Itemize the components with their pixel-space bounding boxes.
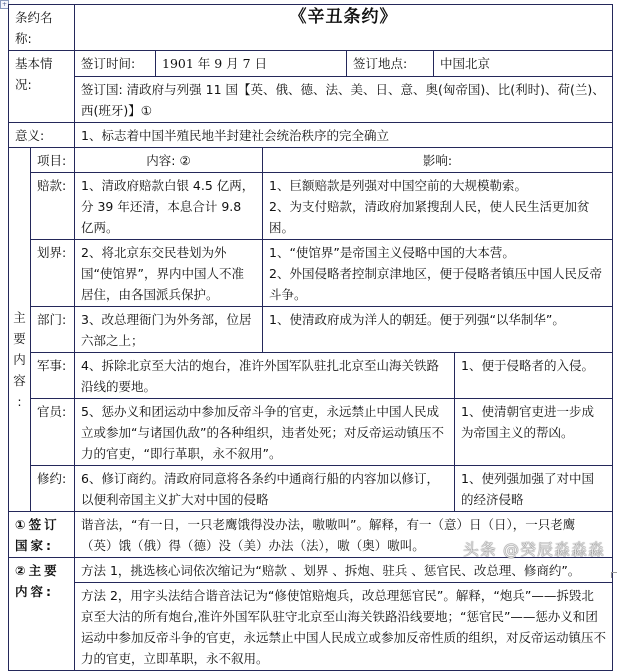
row-sign-countries [9, 77, 613, 123]
mnemonic-countries-label: ①签订国家: [9, 512, 75, 558]
row-main-content-header [9, 148, 613, 173]
row-item: 赔款: [31, 173, 75, 240]
row-mnemonic-content-2 [9, 583, 613, 671]
row-content: 4、拆除北京至大沽的炮台，准许外国军队驻扎北京至山海关铁路沿线的要地。 [75, 353, 455, 399]
header-impact: 影响: [263, 148, 613, 173]
main-content-side-label [9, 148, 31, 512]
row-content: 3、改总理衙门为外务部，位居六部之上； [75, 307, 263, 353]
row-content: 1、清政府赔款白银 4.5 亿两，分 39 年还清，本息合计 9.8 亿两。 [75, 173, 263, 240]
table-row [9, 240, 613, 307]
impact-line: 2、为支付赔款，清政府加紧搜刮人民，使人民生活更加贫困。 [269, 199, 590, 235]
row-item: 军事: [31, 353, 75, 399]
sign-time-label: 签订时间: [75, 51, 156, 76]
row-item: 部门: [31, 307, 75, 353]
basic-info-label: 基本情况: [9, 51, 75, 123]
header-item: 项目: [31, 148, 75, 173]
impact-line: 2、外国侵略者控制京津地区，便于侵略者镇压中国人民反帝斗争。 [269, 266, 602, 302]
impact-line: 1、“使馆界”是帝国主义侵略中国的大本营。 [269, 245, 515, 260]
row-impact [455, 399, 613, 466]
row-impact [263, 240, 613, 307]
row-mnemonic-content-1 [9, 558, 613, 583]
row-mnemonic-countries [9, 512, 613, 558]
treaty-name-value: 《辛丑条约》 [75, 5, 613, 51]
treaty-name-label: 条约名称: [9, 5, 75, 51]
row-item: 官员: [31, 399, 75, 466]
row-item: 划界: [31, 240, 75, 307]
impact-line: 1、使列强加强了对中国的经济侵略 [461, 471, 594, 507]
impact-line: 1、使清政府成为洋人的朝廷。便于列强“以华制华”。 [269, 312, 565, 327]
row-content: 2、将北京东交民巷划为外国“使馆界”，界内中国人不准居住，由各国派兵保护。 [75, 240, 263, 307]
watermark: 头条 @癸辰淼淼淼 [462, 540, 605, 559]
table-row [9, 466, 613, 512]
sign-place-value: 中国北京 [440, 56, 491, 71]
table-row [9, 173, 613, 240]
row-content: 5、惩办义和团运动中参加反帝斗争的官吏，永远禁止中国人民成立或参加“与诸国仇敌”的各种组织，违者处死；对反帝运动镇压不力的官吏，“即行革职，永不叙用”。 [75, 399, 455, 466]
side-label-char: 内 [13, 352, 26, 367]
row-basic-info [9, 51, 613, 77]
table-move-handle[interactable]: + [1, 1, 8, 8]
row-impact [455, 466, 613, 512]
row-impact [263, 307, 613, 353]
impact-line: 1、便于侵略者的入侵。 [461, 358, 594, 373]
row-treaty-name [9, 5, 613, 51]
side-label-char: 主 [13, 310, 26, 325]
mnemonic-countries-value: 谐音法，“有一日，一只老鹰饿得没办法，嗷嗷叫”。解释，有一（意）日（日），一只老鹰（英）饿（俄）得（德）没（美）办法（法），嗷（奥）嗷叫。 [75, 512, 613, 558]
table-row [9, 307, 613, 353]
impact-line: 1、使清朝官吏进一步成为帝国主义的帮凶。 [461, 404, 594, 440]
row-significance [9, 123, 613, 148]
table-row [9, 353, 613, 399]
row-content: 6、修订商约。清政府同意将各条约中通商行船的内容加以修订，以便利帝国主义扩大对中国的侵略 [75, 466, 455, 512]
mnemonic-content-label: ②主要内容: [9, 558, 75, 671]
mnemonic-method-1: 方法 1，挑选核心词依次缩记为“赔款 、划界 、拆炮、驻兵 、惩官民、改总理、修商约”。 [75, 558, 613, 583]
impact-line: 1、巨额赔款是列强对中国空前的大规模勒索。 [269, 178, 527, 193]
header-content: 内容: ② [75, 148, 263, 173]
resize-handle[interactable] [611, 572, 617, 578]
sign-time-value: 1901 年 9 月 7 日 [156, 51, 347, 76]
sign-place-label: 签订地点: [347, 51, 434, 76]
table-row [9, 399, 613, 466]
side-label-char: : [17, 394, 22, 409]
side-label-char: 容 [13, 373, 26, 388]
row-impact [455, 353, 613, 399]
row-item: 修约: [31, 466, 75, 512]
sign-countries: 签订国: 清政府与列强 11 国【英、俄、德、法、美、日、意、奥(匈帝国)、比(利时)、荷(兰)、西(班牙)】① [75, 77, 613, 123]
row-impact [263, 173, 613, 240]
significance-label: 意义: [9, 123, 75, 148]
significance-value: 1、标志着中国半殖民地半封建社会统治秩序的完全确立 [75, 123, 613, 148]
mnemonic-method-2: 方法 2，用字头法结合谐音法记为“修使馆赔炮兵，改总理惩官民”。解释，“炮兵”——拆毁北京至大沽的所有炮台,准许外国军队驻守北京至山海关铁路沿线要地；“惩官民”——惩办义和团运动中参加反帝斗争的官吏，永远禁止中国人民成立或参加反帝性质的组织，对反帝运动镇压不力的官吏，立即革职，永不叙用。 [75, 583, 613, 671]
treaty-table [8, 4, 613, 671]
side-label-char: 要 [13, 331, 26, 346]
